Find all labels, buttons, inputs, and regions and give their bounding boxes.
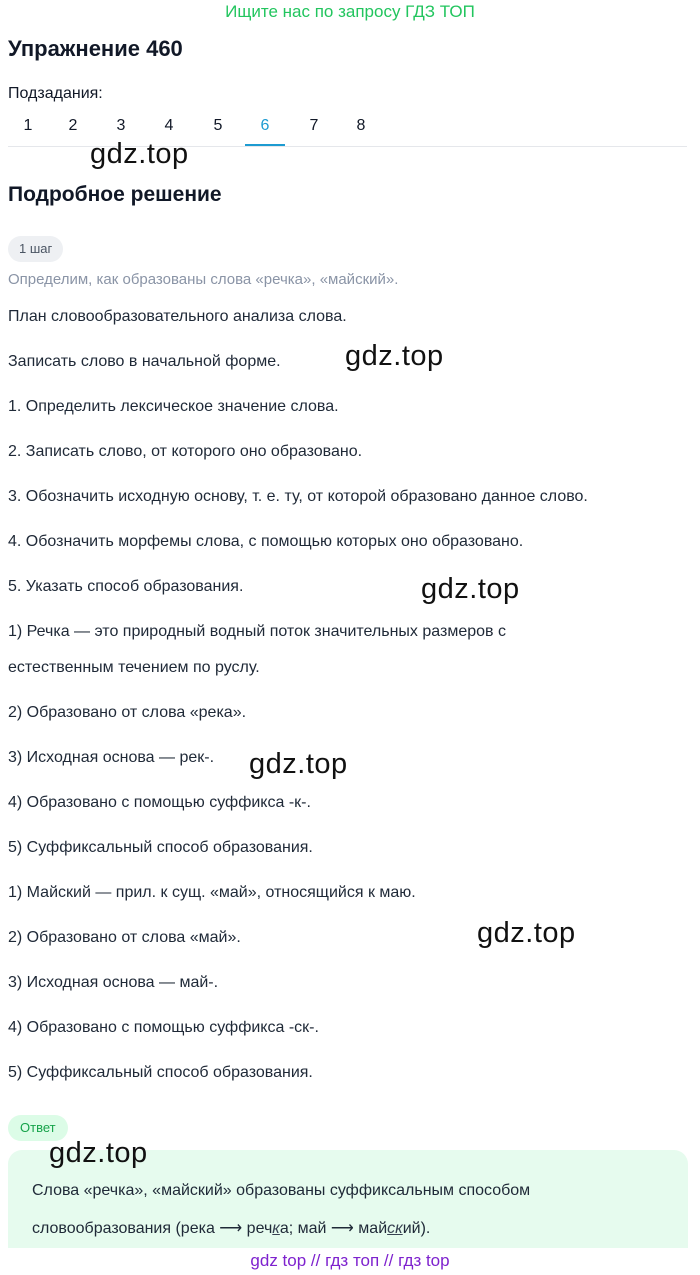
solution-line: 2) Образовано от слова «май». xyxy=(8,929,241,946)
solution-line: 5) Суффиксальный способ образования. xyxy=(8,1064,313,1081)
subtasks-label: Подзадания: xyxy=(8,85,103,102)
solution-line: 3) Исходная основа — рек-. xyxy=(8,749,215,766)
watermark: gdz.top xyxy=(421,573,520,605)
answer-word: реч xyxy=(242,1220,273,1237)
subtask-tab-8[interactable]: 8 xyxy=(356,117,366,134)
subtask-tab-6[interactable]: 6 xyxy=(245,108,285,146)
footer-links: gdz top // гдз топ // гдз top xyxy=(250,1251,450,1270)
answer-text: ий). xyxy=(402,1220,431,1237)
solution-line: План словообразовательного анализа слова. xyxy=(8,308,347,325)
solution-line: 4. Обозначить морфемы слова, с помощью которых оно образовано. xyxy=(8,533,524,550)
subtask-tab-1[interactable]: 1 xyxy=(23,117,33,134)
solution-line: 1) Майский — прил. к сущ. «май», относящийся к маю. xyxy=(8,884,416,901)
solution-title: Подробное решение xyxy=(8,183,222,206)
page-title: Упражнение 460 xyxy=(8,36,183,61)
arrow-icon: ⟶ xyxy=(330,1220,354,1237)
solution-line: 2. Записать слово, от которого оно образовано. xyxy=(8,443,363,460)
subtask-tab-4[interactable]: 4 xyxy=(164,117,174,134)
arrow-icon: ⟶ xyxy=(219,1220,243,1237)
promo-banner: Ищите нас по запросу ГДЗ ТОП xyxy=(225,2,475,21)
solution-line: 3. Обозначить исходную основу, т. е. ту, от которой образовано данное слово. xyxy=(8,488,588,505)
watermark: gdz.top xyxy=(49,1137,148,1169)
watermark: gdz.top xyxy=(345,340,444,372)
solution-line: 5) Суффиксальный способ образования. xyxy=(8,839,313,856)
subtask-tab-2[interactable]: 2 xyxy=(68,117,78,134)
solution-line: 2) Образовано от слова «река». xyxy=(8,704,247,721)
watermark: gdz.top xyxy=(477,917,576,949)
subtask-tab-5[interactable]: 5 xyxy=(213,117,223,134)
solution-line: 1. Определить лексическое значение слова. xyxy=(8,398,339,415)
step-intro: Определим, как образованы слова «речка», «майский». xyxy=(8,271,399,288)
step-badge: 1 шаг xyxy=(8,236,63,262)
answer-word: май xyxy=(353,1220,388,1237)
solution-line: 4) Образовано с помощью суффикса -ск-. xyxy=(8,1019,319,1036)
suffix-mark: ск xyxy=(387,1220,403,1237)
solution-line: 3) Исходная основа — май-. xyxy=(8,974,219,991)
watermark: gdz.top xyxy=(90,138,189,170)
answer-line xyxy=(32,1218,430,1238)
solution-line: 1) Речка — это природный водный поток значительных размеров с xyxy=(8,623,506,640)
subtask-tab-7[interactable]: 7 xyxy=(309,117,319,134)
watermark: gdz.top xyxy=(249,748,348,780)
solution-line: 5. Указать способ образования. xyxy=(8,578,244,595)
answer-text: а; май xyxy=(279,1220,331,1237)
subtask-tab-3[interactable]: 3 xyxy=(116,117,126,134)
solution-line: 4) Образовано с помощью суффикса -к-. xyxy=(8,794,311,811)
answer-line: Слова «речка», «майский» образованы суффиксальным способом xyxy=(32,1182,531,1199)
suffix-mark: к xyxy=(272,1220,280,1237)
answer-text: словообразования (река xyxy=(32,1220,220,1237)
solution-line: естественным течением по руслу. xyxy=(8,659,260,676)
answer-badge: Ответ xyxy=(8,1115,68,1141)
solution-line: Записать слово в начальной форме. xyxy=(8,353,281,370)
